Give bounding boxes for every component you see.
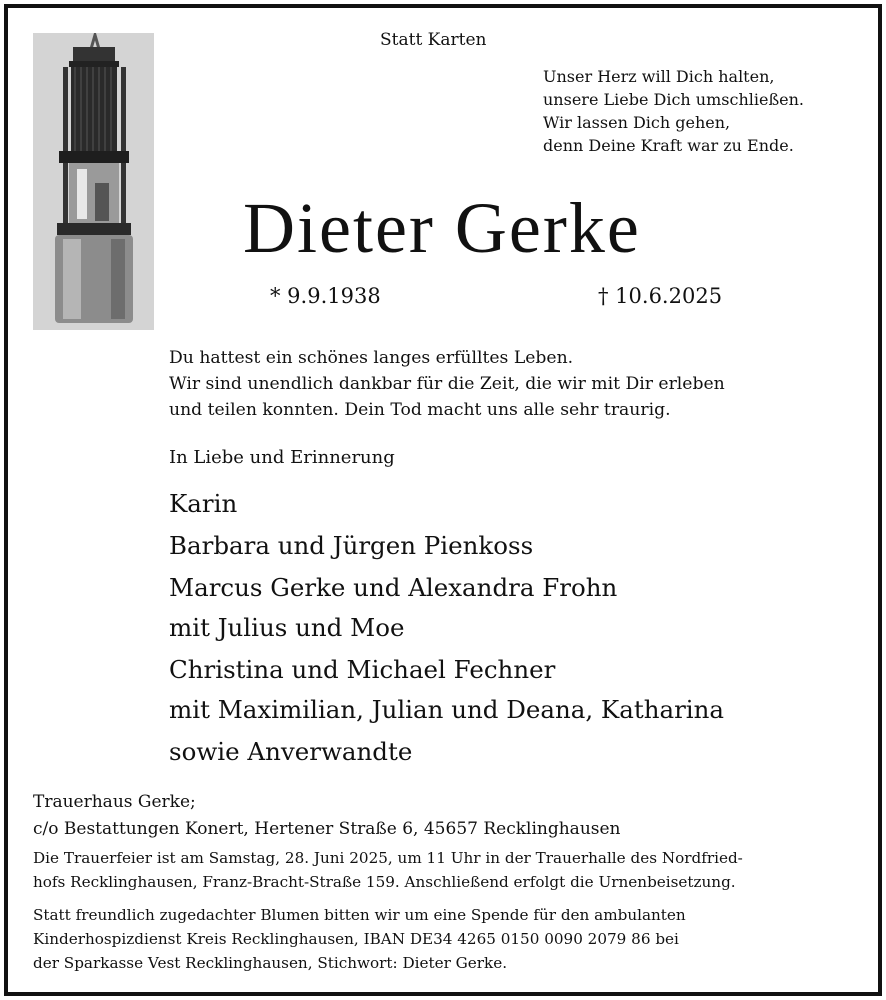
mourner-line: Karin [169, 489, 238, 518]
mourner-line: sowie Anverwandte [169, 737, 413, 766]
ceremony-line: Die Trauerfeier ist am Samstag, 28. Juni 2025, um 11 Uhr in der Trauerhalle des Nordfried- [33, 849, 743, 867]
mourner-line: Christina und Michael Fechner [169, 655, 556, 684]
trauerhaus-address [33, 789, 621, 843]
address-line: Trauerhaus Gerke; [33, 792, 196, 812]
message-line: und teilen konnten. Dein Tod macht uns alle sehr traurig. [169, 400, 671, 420]
mourner-group [169, 732, 724, 772]
poem-line: unsere Liebe Dich umschließen. [543, 90, 804, 109]
ceremony-info [33, 846, 853, 894]
mourner-group [169, 526, 724, 566]
mourners-intro: In Liebe und Erinnerung [169, 447, 395, 468]
mourners-list [169, 484, 724, 774]
mourner-line: Barbara und Jürgen Pienkoss [169, 531, 534, 560]
deceased-name: Dieter Gerke [243, 188, 641, 268]
address-line: c/o Bestattungen Konert, Hertener Straße 6, 45657 Recklinghausen [33, 819, 621, 839]
mourner-group [169, 568, 724, 648]
poem-line: Wir lassen Dich gehen, [543, 113, 731, 132]
poem [543, 65, 804, 157]
mourner-line: mit Julius und Moe [169, 613, 405, 642]
mourner-group [169, 650, 724, 730]
donation-line: Statt freundlich zugedachter Blumen bitten wir um eine Spende für den ambulanten [33, 906, 686, 924]
miners-lamp-icon [33, 33, 154, 330]
mourner-group [169, 484, 724, 524]
donation-info [33, 903, 853, 975]
ceremony-line: hofs Recklinghausen, Franz-Bracht-Straße 159. Anschließend erfolgt die Urnenbeisetzung. [33, 873, 736, 891]
death-date: † 10.6.2025 [598, 284, 723, 308]
farewell-message [169, 345, 725, 423]
donation-line: Kinderhospizdienst Kreis Recklinghausen, IBAN DE34 4265 0150 0090 2079 86 bei [33, 930, 679, 948]
poem-line: denn Deine Kraft war zu Ende. [543, 136, 794, 155]
statt-karten-label: Statt Karten [380, 30, 487, 50]
mourner-line: mit Maximilian, Julian und Deana, Katharina [169, 695, 725, 724]
donation-line: der Sparkasse Vest Recklinghausen, Stichwort: Dieter Gerke. [33, 954, 508, 972]
poem-line: Unser Herz will Dich halten, [543, 67, 775, 86]
message-line: Du hattest ein schönes langes erfülltes Leben. [169, 348, 574, 368]
birth-date: * 9.9.1938 [270, 284, 381, 308]
message-line: Wir sind unendlich dankbar für die Zeit, die wir mit Dir erleben [169, 374, 725, 394]
mourner-line: Marcus Gerke und Alexandra Frohn [169, 573, 618, 602]
